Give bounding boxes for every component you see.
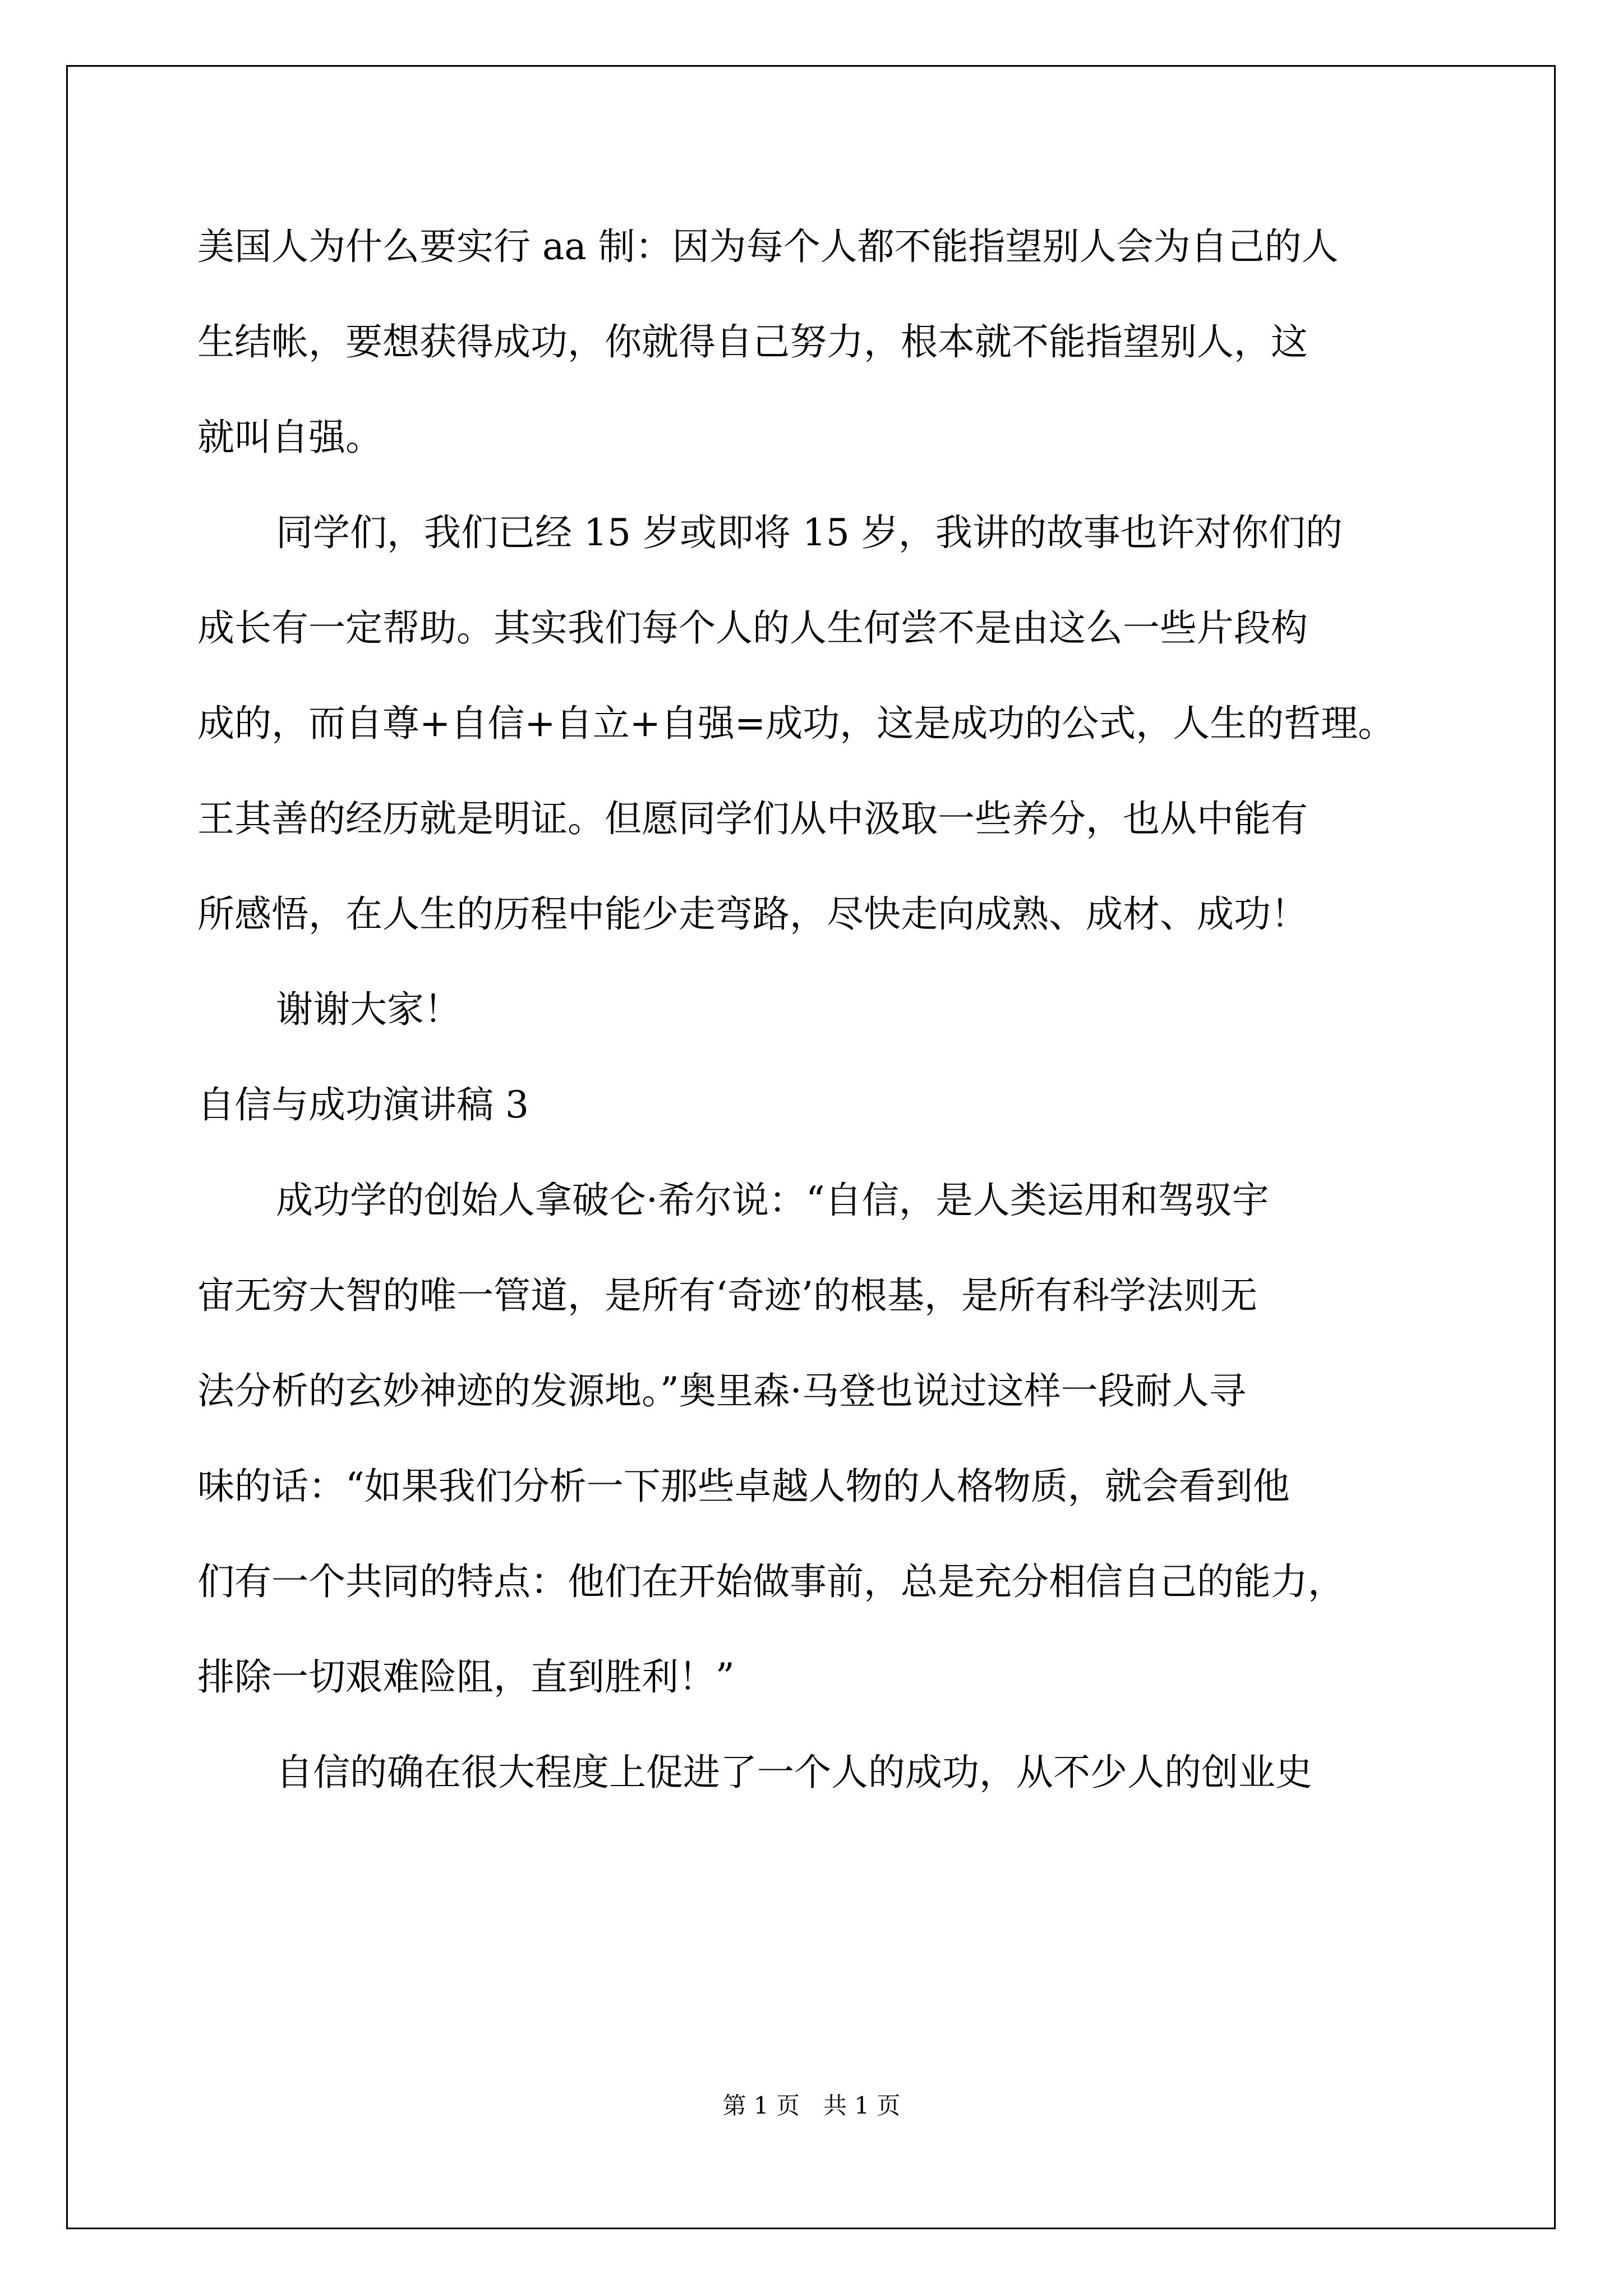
text-line: 排除一切艰难险阻，直到胜利！” (197, 1655, 735, 1699)
page-number-footer: 第 1 页 共 1 页 (722, 2092, 901, 2119)
text-line: 美国人为什么要实行 aa 制：因为每个人都不能指望别人会为自己的人 (197, 225, 1339, 268)
text-line: 谢谢大家！ (276, 988, 461, 1031)
text-line: 就叫自强。 (197, 416, 382, 459)
text-line: 宙无穷大智的唯一管道，是所有‘奇迹’的根基，是所有科学法则无 (197, 1274, 1257, 1317)
text-line: 同学们，我们已经 15 岁或即将 15 岁，我讲的故事也许对你们的 (276, 511, 1343, 554)
text-line: 生结帐，要想获得成功，你就得自己努力，根本就不能指望别人，这 (197, 320, 1308, 364)
text-line: 王其善的经历就是明证。但愿同学们从中汲取一些养分，也从中能有 (197, 797, 1308, 840)
text-line: 所感悟，在人生的历程中能少走弯路，尽快走向成熟、成材、成功！ (197, 892, 1308, 936)
text-line: 成功学的创始人拿破仑·希尔说：“自信，是人类运用和驾驭宇 (276, 1179, 1269, 1222)
text-line: 自信的确在很大程度上促进了一个人的成功，从不少人的创业史 (276, 1751, 1312, 1794)
text-line: 成的，而自尊+自信+自立+自强=成功，这是成功的公式，人生的哲理。 (197, 702, 1395, 745)
text-line: 成长有一定帮助。其实我们每个人的人生何尝不是由这么一些片段构 (197, 606, 1308, 650)
document-body (197, 213, 1487, 1834)
text-line: 们有一个共同的特点：他们在开始做事前，总是充分相信自己的能力， (197, 1560, 1345, 1603)
text-line: 味的话：“如果我们分析一下那些卓越人物的人格物质，就会看到他 (197, 1465, 1290, 1508)
section-heading: 自信与成功演讲稿 3 (197, 1083, 529, 1126)
text-line: 法分析的玄妙神迹的发源地。”奥里森·马登也说过这样一段耐人寻 (197, 1369, 1246, 1412)
